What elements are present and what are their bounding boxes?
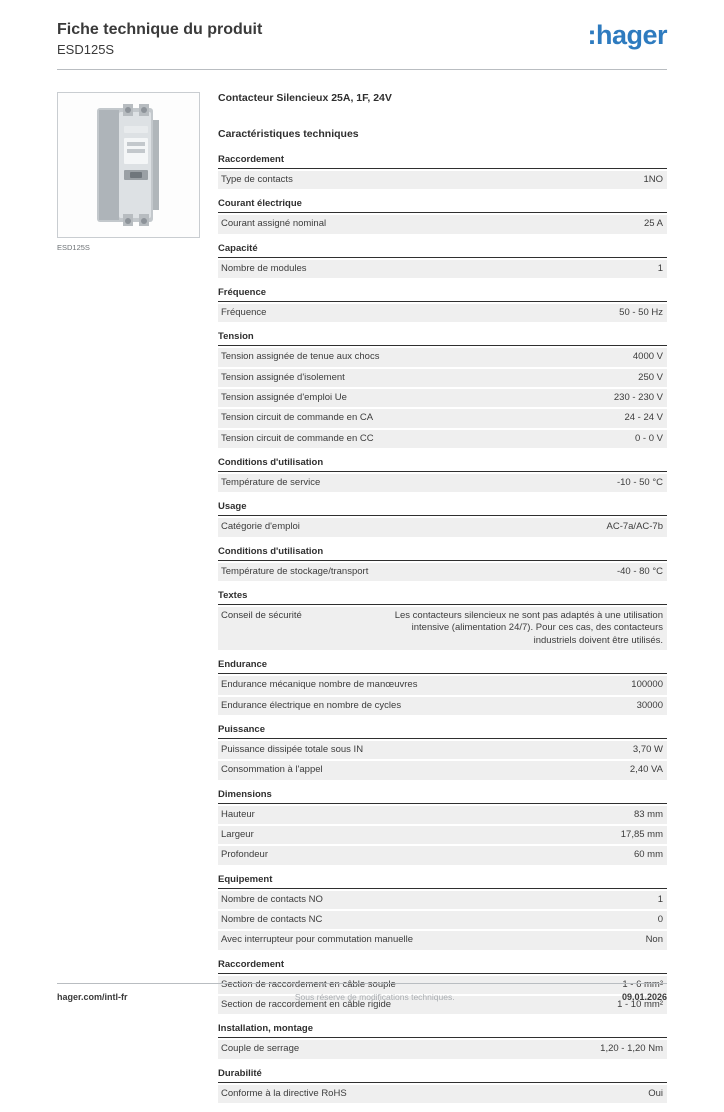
- spec-row: [218, 409, 667, 427]
- footer-date: 09.01.2026: [621, 992, 667, 1002]
- spec-row: [218, 741, 667, 759]
- spec-section: [218, 331, 667, 448]
- spec-section-title: Conditions d'utilisation: [218, 457, 667, 472]
- spec-row: [218, 304, 667, 322]
- footer-divider: [57, 983, 667, 984]
- spec-section-title: Durabilité: [218, 1068, 667, 1083]
- spec-label: Section de raccordement en câble rigide: [221, 998, 392, 1010]
- spec-label: Tension circuit de commande en CC: [221, 432, 374, 444]
- spec-row: [218, 1040, 667, 1058]
- spec-label: Avec interrupteur pour commutation manuelle: [221, 934, 414, 946]
- spec-section-title: Usage: [218, 501, 667, 516]
- spec-label: Fréquence: [221, 307, 267, 319]
- spec-label: Nombre de modules: [221, 262, 307, 274]
- spec-value: 0: [657, 913, 663, 925]
- spec-value: 1NO: [643, 174, 663, 185]
- spec-section: [218, 154, 667, 189]
- spec-label: Type de contacts: [221, 174, 293, 185]
- spec-label: Profondeur: [221, 849, 269, 861]
- spec-label: Tension circuit de commande en CA: [221, 412, 374, 424]
- spec-section: [218, 590, 667, 650]
- spec-label: Température de stockage/transport: [221, 565, 369, 577]
- spec-section-title: Dimensions: [218, 789, 667, 804]
- spec-section-title: Textes: [218, 590, 667, 605]
- spec-row: [218, 697, 667, 715]
- spec-value: 250 V: [638, 371, 663, 383]
- spec-column: [218, 92, 667, 1112]
- spec-value: 100000: [631, 679, 663, 691]
- spec-value: 1: [657, 262, 663, 274]
- header-divider: [57, 69, 667, 70]
- spec-value: Non: [645, 934, 663, 946]
- spec-value: 4000 V: [632, 351, 663, 363]
- spec-row: [218, 518, 667, 536]
- spec-label: Courant assigné nominal: [221, 218, 327, 230]
- spec-row: [218, 761, 667, 779]
- spec-row: [218, 474, 667, 492]
- spec-section-title: Endurance: [218, 659, 667, 674]
- spec-row: [218, 389, 667, 407]
- page-title: Fiche technique du produit: [57, 21, 263, 38]
- spec-row: [218, 676, 667, 694]
- spec-label: Catégorie d'emploi: [221, 521, 300, 533]
- spec-section-title: Conditions d'utilisation: [218, 546, 667, 561]
- spec-value: 17,85 mm: [620, 828, 663, 840]
- header-titles: [57, 20, 262, 57]
- footer-disclaimer: Sous réserve de modifications techniques.: [294, 992, 455, 1002]
- spec-label: Tension assignée de tenue aux chocs: [221, 351, 380, 363]
- specs-heading: Caractéristiques techniques: [218, 128, 359, 140]
- spec-label: Section de raccordement en câble souple: [221, 978, 396, 990]
- spec-value: 0 - 0 V: [635, 432, 663, 444]
- spec-value: 2,40 VA: [629, 764, 663, 776]
- spec-label: Tension assignée d'emploi Ue: [221, 392, 347, 404]
- spec-section-title: Raccordement: [218, 959, 667, 974]
- spec-section: [218, 1068, 667, 1103]
- spec-value: 50 - 50 Hz: [619, 307, 663, 319]
- spec-value: 230 - 230 V: [613, 392, 663, 404]
- spec-label: Conforme à la directive RoHS: [221, 1087, 347, 1099]
- spec-label: Puissance dissipée totale sous IN: [221, 743, 364, 755]
- product-name: Contacteur Silencieux 25A, 1F, 24V: [218, 92, 392, 104]
- spec-label: Consommation à l'appel: [221, 764, 323, 776]
- spec-label: Endurance mécanique nombre de manœuvres: [221, 679, 418, 691]
- spec-value: 1 - 6 mm²: [622, 978, 663, 990]
- spec-section-title: Installation, montage: [218, 1023, 667, 1038]
- spec-label: Conseil de sécurité: [221, 610, 302, 622]
- spec-section: [218, 724, 667, 780]
- page-footer: [57, 983, 667, 1002]
- spec-value: 3,70 W: [632, 743, 663, 755]
- spec-section-title: Tension: [218, 331, 667, 346]
- product-image-column: [57, 92, 202, 1112]
- hager-logo: :hager: [587, 20, 667, 50]
- spec-value: AC-7a/AC-7b: [606, 521, 663, 533]
- spec-section-title: Raccordement: [218, 154, 667, 169]
- spec-label: Couple de serrage: [221, 1043, 300, 1055]
- spec-section-title: Fréquence: [218, 287, 667, 302]
- spec-row: [218, 911, 667, 929]
- product-image: [57, 92, 200, 238]
- spec-section: [218, 501, 667, 536]
- spec-row: [218, 215, 667, 233]
- spec-row: [218, 607, 667, 650]
- spec-section: [218, 874, 667, 950]
- spec-value: 1: [657, 893, 663, 905]
- spec-row: [218, 348, 667, 366]
- spec-label: Température de service: [221, 477, 321, 489]
- spec-section: [218, 243, 667, 278]
- spec-label: Nombre de contacts NO: [221, 893, 323, 905]
- spec-label: Largeur: [221, 828, 254, 840]
- footer-website-link[interactable]: hager.com/intl-fr: [57, 992, 128, 1002]
- spec-row: [218, 430, 667, 448]
- spec-section-title: Capacité: [218, 243, 667, 258]
- spec-row: [218, 1085, 667, 1103]
- spec-value: 83 mm: [633, 808, 663, 820]
- spec-value: 25 A: [643, 218, 663, 230]
- spec-section: [218, 287, 667, 322]
- spec-label: Tension assignée d'isolement: [221, 371, 345, 383]
- spec-value: 60 mm: [633, 849, 663, 861]
- product-image-caption: ESD125S: [57, 243, 90, 252]
- spec-value: 1,20 - 1,20 Nm: [600, 1043, 663, 1055]
- spec-section: [218, 546, 667, 581]
- content: [57, 92, 667, 1112]
- spec-row: [218, 826, 667, 844]
- spec-row: [218, 171, 667, 189]
- spec-row: [218, 931, 667, 949]
- spec-value: 30000: [636, 699, 663, 711]
- spec-section-title: Courant électrique: [218, 198, 667, 213]
- spec-section-title: Equipement: [218, 874, 667, 889]
- spec-label: Endurance électrique en nombre de cycles: [221, 699, 402, 711]
- spec-value: Oui: [648, 1087, 663, 1099]
- spec-section: [218, 1023, 667, 1058]
- spec-row: [218, 369, 667, 387]
- footer-row: [57, 992, 667, 1002]
- spec-section: [218, 457, 667, 492]
- spec-row: [218, 846, 667, 864]
- spec-section: [218, 659, 667, 715]
- spec-row: [218, 563, 667, 581]
- spec-row: [218, 260, 667, 278]
- spec-section-title: Puissance: [218, 724, 667, 739]
- spec-row: [218, 806, 667, 824]
- spec-section: [218, 198, 667, 233]
- spec-section: [218, 789, 667, 865]
- spec-value: 1 - 10 mm²: [617, 998, 663, 1010]
- spec-label: Hauteur: [221, 808, 255, 820]
- spec-value: 24 - 24 V: [624, 412, 663, 424]
- page-header: [57, 20, 667, 57]
- spec-row: [218, 891, 667, 909]
- spec-value: Les contacteurs silencieux ne sont pas adaptés à une utilisation intensive (alimentation 24/7). Pour ces cas, des contacteurs industriels doivent être utilisés.: [394, 610, 663, 646]
- spec-value: -40 - 80 °C: [616, 565, 663, 577]
- product-reference: ESD125S: [57, 42, 115, 57]
- contactor-illustration: [69, 100, 189, 230]
- spec-value: -10 - 50 °C: [616, 477, 663, 489]
- spec-sections: [218, 154, 667, 1103]
- spec-label: Nombre de contacts NC: [221, 913, 323, 925]
